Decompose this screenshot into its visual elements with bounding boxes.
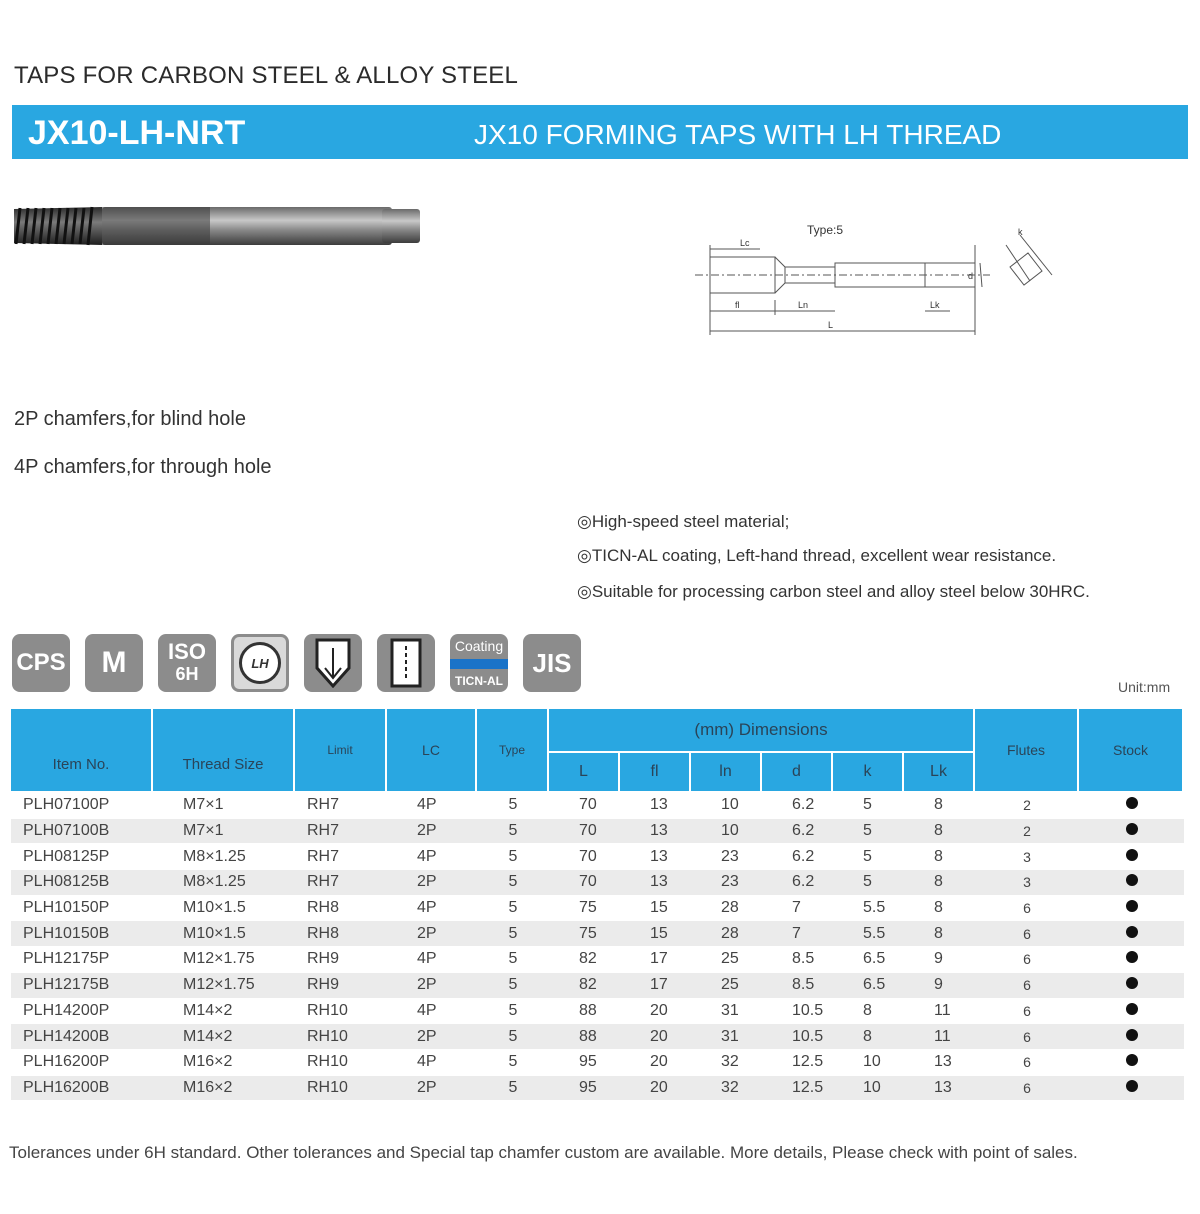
header-k: k (833, 753, 904, 793)
cell-ln: 10 (691, 793, 762, 819)
cell-d: 8.5 (762, 947, 833, 973)
cell-thread: M16×2 (153, 1050, 295, 1076)
cell-stock (1079, 999, 1184, 1025)
cell-flutes: 2 (975, 793, 1079, 819)
cell-l: 82 (549, 973, 620, 999)
cell-l: 70 (549, 844, 620, 870)
cell-d: 10.5 (762, 1024, 833, 1050)
cell-ln: 28 (691, 896, 762, 922)
cell-type: 5 (477, 844, 549, 870)
cell-lk: 8 (904, 921, 975, 947)
cell-thread: M14×2 (153, 1024, 295, 1050)
model-code: JX10-LH-NRT (28, 114, 246, 152)
in-stock-dot-icon (1126, 951, 1138, 963)
cell-limit: RH10 (295, 1024, 387, 1050)
cell-limit: RH10 (295, 999, 387, 1025)
table-row (11, 793, 1184, 819)
certification-badges (12, 634, 581, 692)
cell-k: 6.5 (833, 973, 904, 999)
cell-item: PLH16200P (11, 1050, 153, 1076)
cell-l: 75 (549, 921, 620, 947)
drawing-type-label: Type:5 (807, 223, 844, 237)
cell-k: 5 (833, 793, 904, 819)
cell-lk: 9 (904, 947, 975, 973)
cell-fl: 15 (620, 896, 691, 922)
cell-ln: 31 (691, 999, 762, 1025)
cell-lk: 13 (904, 1050, 975, 1076)
cell-l: 95 (549, 1050, 620, 1076)
cell-item: PLH12175P (11, 947, 153, 973)
cell-d: 6.2 (762, 844, 833, 870)
cell-type: 5 (477, 819, 549, 845)
cell-d: 12.5 (762, 1050, 833, 1076)
cell-ln: 23 (691, 844, 762, 870)
cell-limit: RH9 (295, 947, 387, 973)
cell-d: 12.5 (762, 1076, 833, 1102)
cell-k: 5 (833, 870, 904, 896)
cell-l: 82 (549, 947, 620, 973)
cell-flutes: 6 (975, 1076, 1079, 1102)
cell-stock (1079, 896, 1184, 922)
cell-limit: RH9 (295, 973, 387, 999)
header-type: Type (477, 709, 549, 793)
cell-thread: M14×2 (153, 999, 295, 1025)
in-stock-dot-icon (1126, 1003, 1138, 1015)
cell-thread: M16×2 (153, 1076, 295, 1102)
cell-ln: 28 (691, 921, 762, 947)
cell-type: 5 (477, 947, 549, 973)
table-row (11, 870, 1184, 896)
cell-item: PLH10150B (11, 921, 153, 947)
cell-ln: 10 (691, 819, 762, 845)
cell-limit: RH7 (295, 844, 387, 870)
cell-lc: 4P (387, 1050, 477, 1076)
cell-lk: 8 (904, 896, 975, 922)
cell-flutes: 6 (975, 999, 1079, 1025)
cell-thread: M10×1.5 (153, 921, 295, 947)
chamfer-note-blind: 2P chamfers,for blind hole (14, 408, 246, 430)
coating-type-label: TICN-AL (455, 674, 503, 688)
cell-item: PLH07100B (11, 819, 153, 845)
cell-d: 10.5 (762, 999, 833, 1025)
cell-k: 6.5 (833, 947, 904, 973)
cell-lc: 4P (387, 999, 477, 1025)
header-stock: Stock (1079, 709, 1184, 793)
in-stock-dot-icon (1126, 900, 1138, 912)
cell-lk: 8 (904, 870, 975, 896)
header-item-no: Item No. (11, 709, 153, 793)
cell-k: 5.5 (833, 896, 904, 922)
cell-lc: 2P (387, 1024, 477, 1050)
cell-type: 5 (477, 870, 549, 896)
in-stock-dot-icon (1126, 1054, 1138, 1066)
cell-k: 5.5 (833, 921, 904, 947)
cell-lk: 11 (904, 1024, 975, 1050)
left-hand-rotation-icon (231, 634, 289, 692)
cell-d: 6.2 (762, 819, 833, 845)
cell-fl: 13 (620, 793, 691, 819)
cell-d: 8.5 (762, 973, 833, 999)
cell-fl: 20 (620, 1050, 691, 1076)
header-dimensions: (mm) Dimensions (549, 709, 975, 753)
feature-material: ◎High-speed steel material; (577, 512, 790, 531)
cell-flutes: 6 (975, 921, 1079, 947)
in-stock-dot-icon (1126, 1080, 1138, 1092)
table-row (11, 1076, 1184, 1102)
cell-lc: 2P (387, 1076, 477, 1102)
drawing-ln-label: Ln (798, 300, 809, 310)
table-row (11, 819, 1184, 845)
table-row (11, 973, 1184, 999)
cell-fl: 13 (620, 819, 691, 845)
cell-l: 88 (549, 1024, 620, 1050)
cell-stock (1079, 844, 1184, 870)
cell-type: 5 (477, 793, 549, 819)
cell-stock (1079, 1024, 1184, 1050)
iso-6h-label: 6H (175, 664, 199, 684)
cell-k: 10 (833, 1076, 904, 1102)
tap-product-image (10, 195, 425, 255)
product-description: JX10 FORMING TAPS WITH LH THREAD (474, 119, 1002, 150)
cell-fl: 15 (620, 921, 691, 947)
cell-flutes: 3 (975, 844, 1079, 870)
cell-stock (1079, 1076, 1184, 1102)
cell-limit: RH10 (295, 1050, 387, 1076)
cell-ln: 25 (691, 947, 762, 973)
cell-d: 7 (762, 896, 833, 922)
cell-item: PLH07100P (11, 793, 153, 819)
cell-limit: RH7 (295, 870, 387, 896)
in-stock-dot-icon (1126, 977, 1138, 989)
cell-fl: 20 (620, 999, 691, 1025)
cell-type: 5 (477, 999, 549, 1025)
cell-lc: 4P (387, 947, 477, 973)
cell-stock (1079, 973, 1184, 999)
cell-lc: 4P (387, 793, 477, 819)
m-badge: M (85, 634, 143, 692)
cell-flutes: 6 (975, 1024, 1079, 1050)
table-row (11, 1050, 1184, 1076)
cell-item: PLH10150P (11, 896, 153, 922)
iso-6h-badge (158, 634, 216, 692)
in-stock-dot-icon (1126, 874, 1138, 886)
cell-item: PLH08125P (11, 844, 153, 870)
specification-table (11, 709, 1184, 1101)
cell-item: PLH12175B (11, 973, 153, 999)
in-stock-dot-icon (1126, 823, 1138, 835)
cell-item: PLH16200B (11, 1076, 153, 1102)
unit-label: Unit:mm (1118, 679, 1171, 695)
in-stock-dot-icon (1126, 926, 1138, 938)
cell-k: 5 (833, 819, 904, 845)
coating-badge (450, 634, 508, 692)
cell-lk: 8 (904, 819, 975, 845)
cell-ln: 32 (691, 1076, 762, 1102)
cell-fl: 13 (620, 870, 691, 896)
cell-type: 5 (477, 1050, 549, 1076)
lh-label: LH (239, 642, 281, 684)
cell-thread: M7×1 (153, 793, 295, 819)
cell-lc: 2P (387, 921, 477, 947)
cell-fl: 13 (620, 844, 691, 870)
cell-d: 6.2 (762, 870, 833, 896)
cell-lk: 11 (904, 999, 975, 1025)
cell-flutes: 6 (975, 947, 1079, 973)
feature-coating: ◎TICN-AL coating, Left-hand thread, excellent wear resistance. (577, 546, 1057, 565)
header-fl: fl (620, 753, 691, 793)
cell-stock (1079, 793, 1184, 819)
cell-limit: RH8 (295, 896, 387, 922)
cell-fl: 17 (620, 947, 691, 973)
cell-thread: M8×1.25 (153, 870, 295, 896)
cell-flutes: 6 (975, 1050, 1079, 1076)
cell-thread: M8×1.25 (153, 844, 295, 870)
cell-ln: 31 (691, 1024, 762, 1050)
drawing-l-label: L (828, 320, 834, 330)
cell-fl: 20 (620, 1076, 691, 1102)
cell-l: 95 (549, 1076, 620, 1102)
jis-badge: JIS (523, 634, 581, 692)
cell-type: 5 (477, 921, 549, 947)
cell-k: 8 (833, 1024, 904, 1050)
cell-limit: RH7 (295, 793, 387, 819)
cell-lk: 8 (904, 793, 975, 819)
coating-label: Coating (454, 638, 504, 654)
cell-thread: M12×1.75 (153, 973, 295, 999)
cell-item: PLH14200B (11, 1024, 153, 1050)
cell-stock (1079, 870, 1184, 896)
cell-stock (1079, 819, 1184, 845)
header-thread-size: Thread Size (153, 709, 295, 793)
cell-ln: 32 (691, 1050, 762, 1076)
cell-k: 10 (833, 1050, 904, 1076)
header-L: L (549, 753, 620, 793)
header-limit: Limit (295, 709, 387, 793)
cell-type: 5 (477, 1024, 549, 1050)
cell-lc: 2P (387, 819, 477, 845)
cell-k: 5 (833, 844, 904, 870)
cell-type: 5 (477, 896, 549, 922)
header-lc: LC (387, 709, 477, 793)
drawing-lk-label: Lk (930, 300, 940, 310)
chamfer-note-through: 4P chamfers,for through hole (14, 456, 272, 478)
header-lk: Lk (904, 753, 975, 793)
cell-lc: 2P (387, 870, 477, 896)
cell-stock (1079, 921, 1184, 947)
drawing-k-label: k (1018, 227, 1023, 237)
cell-d: 6.2 (762, 793, 833, 819)
cell-flutes: 2 (975, 819, 1079, 845)
in-stock-dot-icon (1126, 797, 1138, 809)
cell-lk: 8 (904, 844, 975, 870)
cell-fl: 20 (620, 1024, 691, 1050)
cell-thread: M7×1 (153, 819, 295, 845)
in-stock-dot-icon (1126, 849, 1138, 861)
cell-thread: M10×1.5 (153, 896, 295, 922)
header-d: d (762, 753, 833, 793)
product-banner (12, 105, 1188, 159)
cell-flutes: 6 (975, 973, 1079, 999)
table-row (11, 844, 1184, 870)
cell-lc: 4P (387, 844, 477, 870)
cell-flutes: 3 (975, 870, 1079, 896)
cell-thread: M12×1.75 (153, 947, 295, 973)
cell-d: 7 (762, 921, 833, 947)
cell-limit: RH8 (295, 921, 387, 947)
drawing-d-label: d (968, 271, 974, 281)
cell-fl: 17 (620, 973, 691, 999)
table-row (11, 999, 1184, 1025)
blind-hole-icon (304, 634, 362, 692)
cell-l: 70 (549, 819, 620, 845)
cell-limit: RH10 (295, 1076, 387, 1102)
tap-technical-drawing (690, 215, 1060, 345)
cell-stock (1079, 1050, 1184, 1076)
cell-limit: RH7 (295, 819, 387, 845)
cell-lk: 9 (904, 973, 975, 999)
table-row (11, 1024, 1184, 1050)
cell-ln: 23 (691, 870, 762, 896)
cell-type: 5 (477, 973, 549, 999)
iso-label: ISO (168, 639, 206, 664)
cell-stock (1079, 947, 1184, 973)
coating-stripe (450, 659, 508, 669)
cell-l: 88 (549, 999, 620, 1025)
cell-flutes: 6 (975, 896, 1079, 922)
cell-lc: 4P (387, 896, 477, 922)
cell-l: 70 (549, 793, 620, 819)
cell-l: 70 (549, 870, 620, 896)
cell-type: 5 (477, 1076, 549, 1102)
section-title: TAPS FOR CARBON STEEL & ALLOY STEEL (14, 62, 519, 89)
drawing-lc-label: Lc (740, 238, 750, 248)
footer-note: Tolerances under 6H standard. Other tolerances and Special tap chamfer custom are available. More details, Please check with point of sales. (9, 1143, 1078, 1162)
cps-badge: CPS (12, 634, 70, 692)
cell-ln: 25 (691, 973, 762, 999)
drawing-fl-label: fl (735, 300, 740, 310)
table-row (11, 947, 1184, 973)
header-flutes: Flutes (975, 709, 1079, 793)
table-row (11, 896, 1184, 922)
cell-l: 75 (549, 896, 620, 922)
cell-k: 8 (833, 999, 904, 1025)
cell-lk: 13 (904, 1076, 975, 1102)
cell-lc: 2P (387, 973, 477, 999)
cell-item: PLH14200P (11, 999, 153, 1025)
cell-item: PLH08125B (11, 870, 153, 896)
feature-application: ◎Suitable for processing carbon steel and alloy steel below 30HRC. (577, 582, 1090, 601)
through-hole-icon (377, 634, 435, 692)
table-row (11, 921, 1184, 947)
header-ln: ln (691, 753, 762, 793)
in-stock-dot-icon (1126, 1029, 1138, 1041)
